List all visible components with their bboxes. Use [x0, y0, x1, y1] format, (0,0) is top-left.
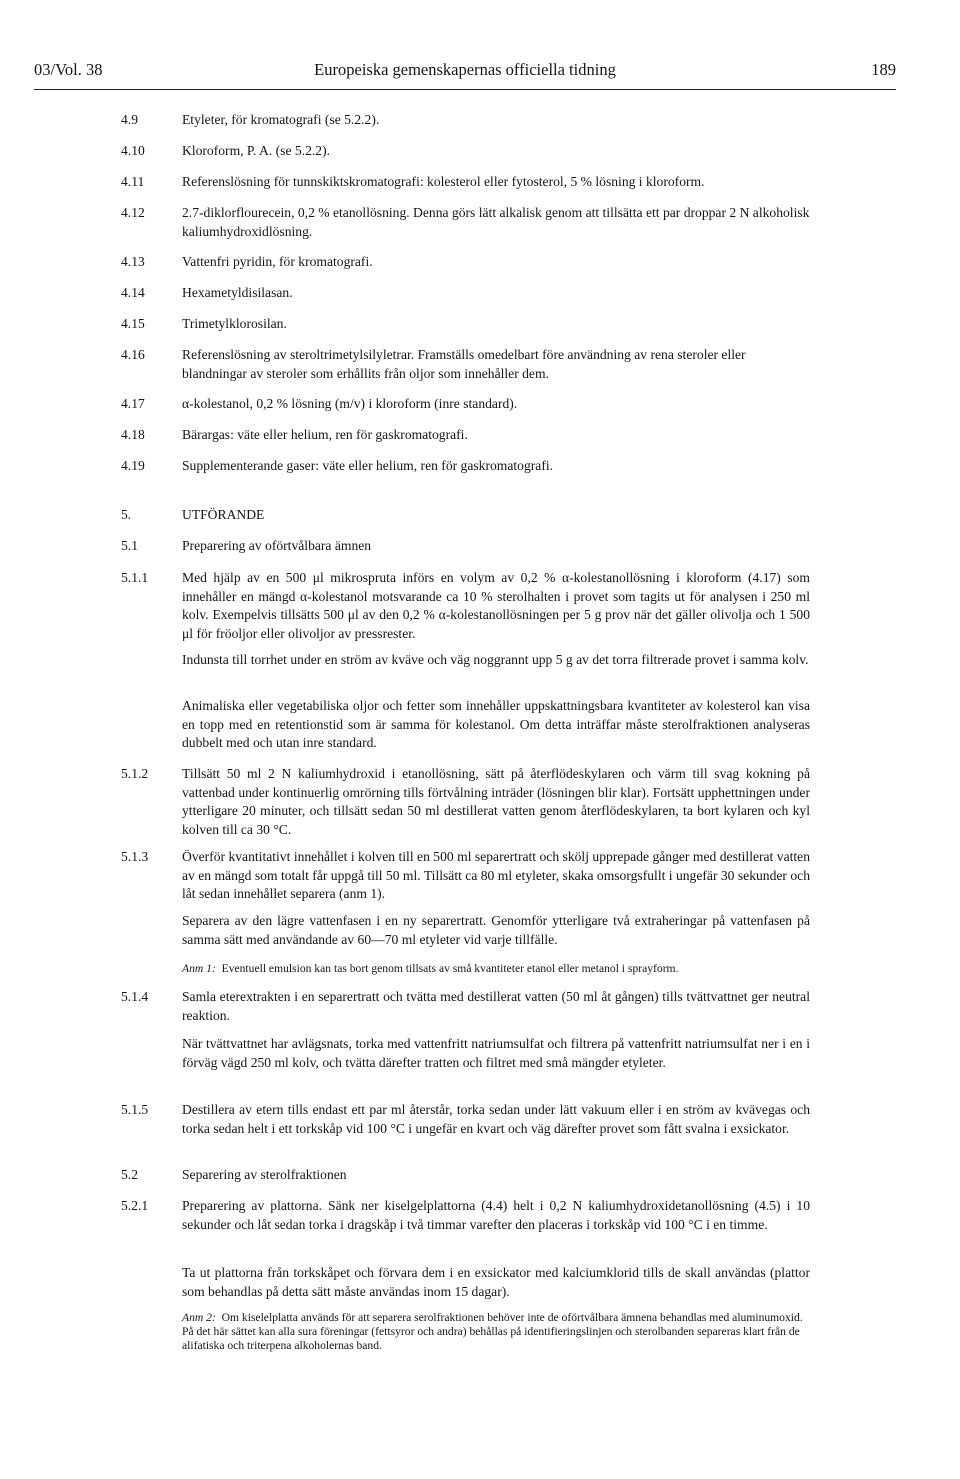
paragraph-text: Överför kvantitativt innehållet i kolven till en 500 ml separertratt och skölj upprepade gånger med destillerat vatten av en mängd som totalt får uppgå till 50 ml. Tillsätt ca 80 ml etyleter, skaka omsorgsfullt i ungefär 30 sekunder och låt sedan innehållet separera (anm 1).	[182, 849, 810, 901]
item-number: 5.2.1	[121, 1198, 149, 1213]
footnote-text	[182, 962, 812, 976]
footnote-text	[182, 1311, 812, 1353]
item-text: α-kolestanol, 0,2 % lösning (m/v) i kloroform (inre standard).	[182, 396, 518, 411]
paragraph-text: Preparering av plattorna. Sänk ner kiselgelplattorna (4.4) helt i 0,2 N kaliumhydroxidetanollösning (4.5) i 10 sekunder och låt sedan torka i dragskåp i två timmar varefter den placeras i torkskåp vid 100 °C i en timme.	[182, 1198, 810, 1232]
item-number: 4.11	[121, 174, 145, 189]
footnote-body: Om kiselelplatta används för att separera serolfraktionen behöver inte de oförtvålbara ämnena behandlas med aluminumoxid. På det här sättet kan alla sura föreningar (fettsyror och andra) behållas på identifieringslinjen och sterolbanden separeras klart från de alifatiska och triterpena alkoholernas band.	[182, 1311, 803, 1352]
item-number: 5.1.3	[121, 849, 149, 864]
item-number: 4.9	[121, 112, 138, 127]
item-number: 4.12	[121, 205, 145, 220]
item-text: Hexametyldisilasan.	[182, 285, 293, 300]
section-number: 5.1	[121, 538, 138, 553]
section-title: Preparering av oförtvålbara ämnen	[182, 538, 372, 553]
item-text: Trimetylklorosilan.	[182, 316, 287, 331]
paragraph-text: Indunsta till torrhet under en ström av kväve och väg noggrannt upp 5 g av det torra filtrerade provet i samma kolv.	[182, 652, 809, 667]
item-number: 4.10	[121, 143, 145, 158]
item-number: 4.17	[121, 396, 145, 411]
footnote-body: Eventuell emulsion kan tas bort genom tillsats av små kvantiteter etanol eller metanol i sprayform.	[221, 962, 679, 975]
item-number: 4.13	[121, 254, 145, 269]
item-text: Bärargas: väte eller helium, ren för gaskromatografi.	[182, 427, 468, 442]
item-number: 5.1.2	[121, 766, 149, 781]
item-text: Supplementerande gaser: väte eller helium, ren för gaskromatografi.	[182, 458, 554, 473]
item-text: 2.7-diklorflourecein, 0,2 % etanollösning. Denna görs lätt alkalisk genom att tillsätta ett par droppar 2 N alkoholisk kaliumhydroxidlösning.	[182, 205, 810, 239]
section-title: UTFÖRANDE	[182, 507, 265, 522]
footnote-label: Anm 1:	[182, 962, 216, 975]
footnote-label: Anm 2:	[182, 1311, 216, 1324]
item-number: 4.15	[121, 316, 145, 331]
paragraph-text: Med hjälp av en 500 μl mikrospruta införs en volym av 0,2 % α-kolestanollösning i kloroform (4.17) som innehåller en mängd α-kolestanol motsvarande ca 10 % sterolhalten i provet som tagits ut för analysen i 250 ml kolv. Exempelvis tillsätts 500 μl av den 0,2 % α-kolestanollösningen per 5 g prov när det gäller olivolja och 1 500 μl för fröoljor eller olivoljor av pressrester.	[182, 570, 810, 641]
paragraph-text: Ta ut plattorna från torkskåpet och förvara dem i en exsickator med kalciumklorid tills de skall användas (plattor som behandlas på detta sätt måste användas inom 15 dagar).	[182, 1265, 810, 1299]
header-rule	[34, 89, 896, 90]
paragraph-text: Tillsätt 50 ml 2 N kaliumhydroxid i etanollösning, sätt på återflödeskylaren och värm till svag kokning på vattenbad under kontinuerlig omrörning tills förtvålning inträder (lösningen blir klar). Fortsätt upphettningen under ytterligare 20 minuter, och tillsätt sedan 50 ml destillerat vatten genom återflödeskylaren, ta bort kylaren och kyl kolven till ca 30 °C.	[182, 766, 810, 837]
item-number: 5.1.4	[121, 989, 149, 1004]
item-text: Etyleter, för kromatografi (se 5.2.2).	[182, 112, 380, 127]
section-title: Separering av sterolfraktionen	[182, 1167, 347, 1182]
item-number: 5.1.1	[121, 570, 149, 585]
page-number: 189	[871, 60, 896, 79]
item-text: Kloroform, P. A. (se 5.2.2).	[182, 143, 331, 158]
item-number: 4.18	[121, 427, 145, 442]
paragraph-text: Animaliska eller vegetabiliska oljor och fetter som innehåller uppskattningsbara kvantiteter av kolesterol kan visa en topp med en retentionstid som är samma för kolestanol. Om detta inträffar måste sterolfraktionen analyseras dubbelt med och utan inre standard.	[182, 698, 810, 750]
section-number: 5.	[121, 507, 132, 522]
journal-title: Europeiska gemenskapernas officiella tidning	[314, 60, 616, 79]
item-number: 4.14	[121, 285, 145, 300]
item-number: 4.19	[121, 458, 145, 473]
paragraph-text: Destillera av etern tills endast ett par ml återstår, torka sedan under lätt vakuum eller i en ström av kvävegas och torka sedan helt i ett torkskåp vid 100 °C i ungefär en kvart och väg därefter provet som fått svalna i exsickator.	[182, 1102, 810, 1136]
paragraph-text: När tvättvattnet har avlägsnats, torka med vattenfritt natriumsulfat och filtrera på vattenfritt natriumsulfat ner i en i förväg vägd 250 ml kolv, och tvätta därefter tratten och filtret med små mängder etyleter.	[182, 1036, 810, 1070]
section-number: 5.2	[121, 1167, 138, 1182]
volume-label: 03/Vol. 38	[34, 60, 103, 79]
paragraph-text: Samla eterextrakten i en separertratt och tvätta med destillerat vatten (50 ml åt gången) tills tvättvattnet ger neutral reaktion.	[182, 989, 810, 1023]
item-text: Vattenfri pyridin, för kromatografi.	[182, 254, 373, 269]
item-text: Referenslösning av steroltrimetylsilyletrar. Framställs omedelbart före användning av rena steroler eller blandningar av steroler som erhållits från oljor som innehåller dem.	[182, 347, 746, 381]
item-number: 4.16	[121, 347, 145, 362]
paragraph-text: Separera av den lägre vattenfasen i en ny separertratt. Genomför ytterligare två extraheringar på vattenfasen på samma sätt med användande av 60—70 ml etyleter vid varje tillfälle.	[182, 913, 810, 947]
item-text: Referenslösning för tunnskiktskromatografi: kolesterol eller fytosterol, 5 % lösning i kloroform.	[182, 174, 705, 189]
page-header	[34, 60, 896, 86]
item-number: 5.1.5	[121, 1102, 149, 1117]
